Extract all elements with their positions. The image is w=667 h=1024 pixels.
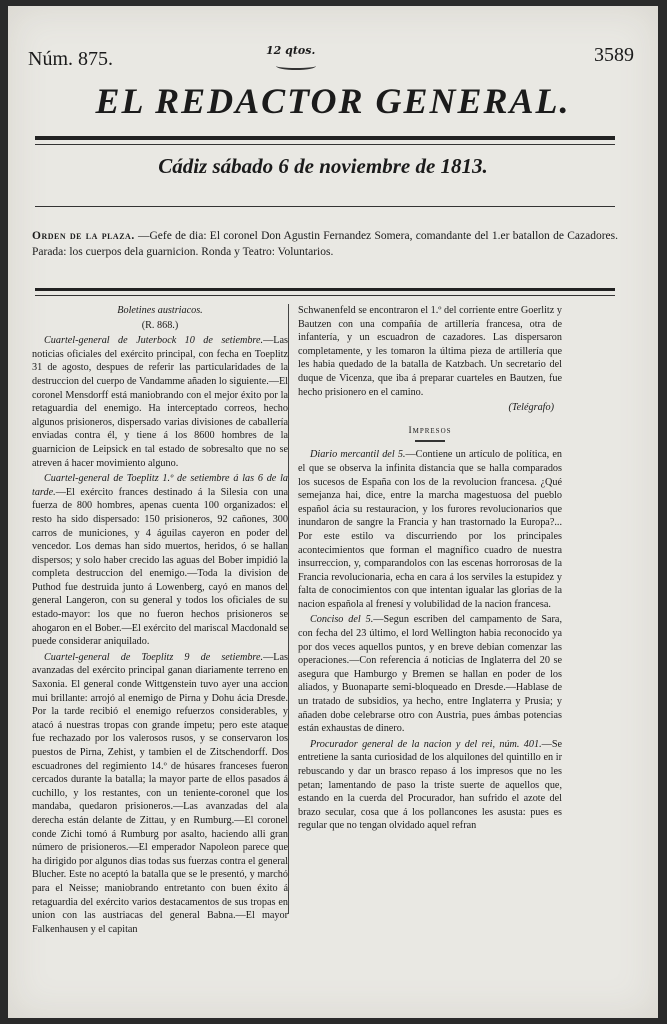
dispatch-heading: Cuartel-general de Toeplitz 9 de setiembre. [44,651,264,663]
dateline: Cádiz sábado 6 de noviembre de 1813. [158,154,488,178]
article-paragraph [298,448,562,611]
masthead-title: EL REDACTOR GENERAL. [95,81,571,121]
newspaper-page [8,6,658,1018]
item-text: —Segun escriben del campamento de Sara, con fecha del 23 último, el lord Wellington habia reconocido ya por dos veces aquellos puntos, y en breve debian comenzar las operaciones.—Con referencia á noticias de Inglaterra del 20 se asegura que Hamburgo y Bremen se hallan en poder de los aliados, y Buonaparte semi-bloqueado en Dresde.—Hablase de un tratado de subsidios, ya hecho, entre Inglaterra y Prusia; y añaden dobe celebrarse otro con Austria, pues ámbas potencias están exhaustas de dinero. [298,614,563,735]
reference: (R. 868.) [141,319,179,331]
item-lead: Procurador general de la nacion y del rei, núm. 401. [310,738,542,750]
orden-label: Orden de la plaza. [32,230,135,242]
rule-top [35,136,615,140]
left-column [32,304,288,938]
section-heading-impresos [298,425,562,443]
section-heading-bar [415,440,445,442]
item-lead: Conciso del 5. [310,614,374,626]
article-paragraph: Schwanenfeld se encontraron el 1.º del corriente entre Goerlitz y Bautzen con una compañía de artillería francesa, otra de infantería, y un escuadron de cazadores. Las dispersaron completamente, y les tomaron la última pieza de artillería que les habia quedado de la batalla de Katzbach. Un secretario del duque de Vicenza, que iba á preparar cuarteles en Bautzen, fue hecho prisionero en el camino. [298,305,562,398]
section-title-boletines: Boletines austriacos. [117,305,203,316]
dispatch-text: —Las avanzadas del exército principal ganan diariamente terreno en Saxonia. El general conde Wittgenstein tuvo ayer una accion mui brillante: arrojó al enemigo de Pirna y Dohu ácia Dresde. Por la tarde recibió el enemigo refuerzos considerables, y atacó á nuestras tropas con grande ímpetu; pero este ataque fue rechazado por los valerosos rusos, y se conservaron los puestos de Pirna, Zehist, y tambien el de Zitschendorff. Dos escuadrones del regimiento 14.º de húsares franceses fueron cercados durante la batalla; la mayor parte de ellos pasados á cuchillo, y los restantes, con un teniente-coronel que los mandaba, quedaron prisioneros.—Las avanzadas del ala derecha están delante de Zittau, y en Rumburg.—El coronel conde Zichi tomó á Rumburg por asalto, haciendo alli gran número de prisioneros.—El emperador Napoleon parece que ha dirigido por algunos dias todas sus fuerzas contra el general Blucher. Este no aceptó la batalla que se le presentó, y marchó para el Neisse; maniobrando entretanto con buen éxito á retaguardia del exército varios destacamentos de sus tropas en union con las austriacas del general Babna.—El mayor Falkenhausen y el capitan [32,651,288,935]
item-text: —Contiene un artículo de política, en el que se observa la infinita distancia que se halla comparados los sucesos de España con los de la revolucion francesa. ¿Qué semejanza hai, dice, entre la marcha magestuosa del pueblo español ácia su restauracion, y los furores revolucionarios que inundaron de sangre la Francia y han trastornado la Europa?... Por este estilo va discurriendo por los principales acontecimientos que forman el magnífico cuadro de nuestra insurreccion, y, comparandolos con las escenas horrorosas de la Francia revolucionaria, echa en cara á los serviles la estupidez y falta de conocimientos con que intentan igualar las glorias de la nacion española al frenesí y volubilidad de la nacion francesa. [298,449,563,610]
header-top [26,44,640,74]
dispatch-text: —Las noticias oficiales del exército principal, con fecha en Toeplitz 31 de agosto, despues de referir las particularidades de la destruccion del cuerpo de Vandamme añaden lo siguiente.—El coronel Mensdorff está maniobrando con el mejor éxito por la retaguardia del enemigo. Ha interceptado correos, hecho algunos prisioneros, dispersado varias divisiones de caballería enviadas contra él, y tiene á los 8600 hombres de la guarnicion de Leipsick en tal estado de sobresalto que no se atreven á hacer movimiento alguno. [32,335,288,469]
rule-top-thin [35,144,615,145]
article-paragraph [32,334,288,470]
article-paragraph [298,738,562,833]
article-paragraph [298,613,562,735]
issue-number: Núm. 875. [28,48,113,70]
dispatch-heading: Cuartel-general de Juterbock 10 de setiembre. [44,335,264,347]
rule-dateline [35,206,615,207]
right-column [298,304,562,835]
orden-text: —Gefe de dia: El coronel Don Agustin Fernandez Somera, comandante del 1.er batallon de Cazadores. Parada: los cuerpos dela guarnicion. Ronda y Teatro: Voluntarios. [32,230,619,258]
rule-columns-thin [35,295,615,296]
item-text: —Se entretiene la santa curiosidad de los alquilones del quintillo en ir rebuscando y dar un brasco repaso á los impresos que no les petan; lamentando de paso la triste suerte de aquellos que, estando en la cuerda del Procurador, han sufrido el azote del brazo secular, cosa que á los pollancones les asusta: pues es regular que no tengan olvidado aquel refran [298,738,562,832]
dispatch-heading: Cuartel-general de Toeplitz 1.º de setiembre á las 6 de la tarde. [32,473,288,498]
article-paragraph [32,472,288,649]
dispatch-text: —El exército frances destinado á la Silesia con una fuerza de 800 hombres, apenas cuenta 100 organizados: el resto ha sido dispersado: 150 prisioneros, 92 cañones, 300 carros de municiones, y 4 águilas cayeron en poder del vencedor. Los demas han sido muertos, heridos, ó se hallan dispersos; y solo haber crecido las aguas del Bober impidió la completa destruccion del enemigo.—Toda la division de Puthod fue destruida junto á Lowenberg, cayó en manos del general Langeron, con su general y todos los oficiales de su estado-mayor: los que no fueron hechos prisioneros se ahogaron en el Bober.—El exército del mariscal Macdonald se puede considerar aniquilado. [32,486,288,648]
page-number: 3589 [594,44,634,66]
rule-columns [35,288,615,291]
signature-telegrafo: (Telégrafo) [508,402,554,414]
article-paragraph [32,651,288,936]
price-flourish [276,62,316,70]
price: 12 qtos. [266,44,316,57]
orden-de-la-plaza [32,228,618,260]
section-heading-label: Impresos [408,425,452,436]
item-lead: Diario mercantil del 5. [310,449,406,461]
column-divider [288,304,289,914]
